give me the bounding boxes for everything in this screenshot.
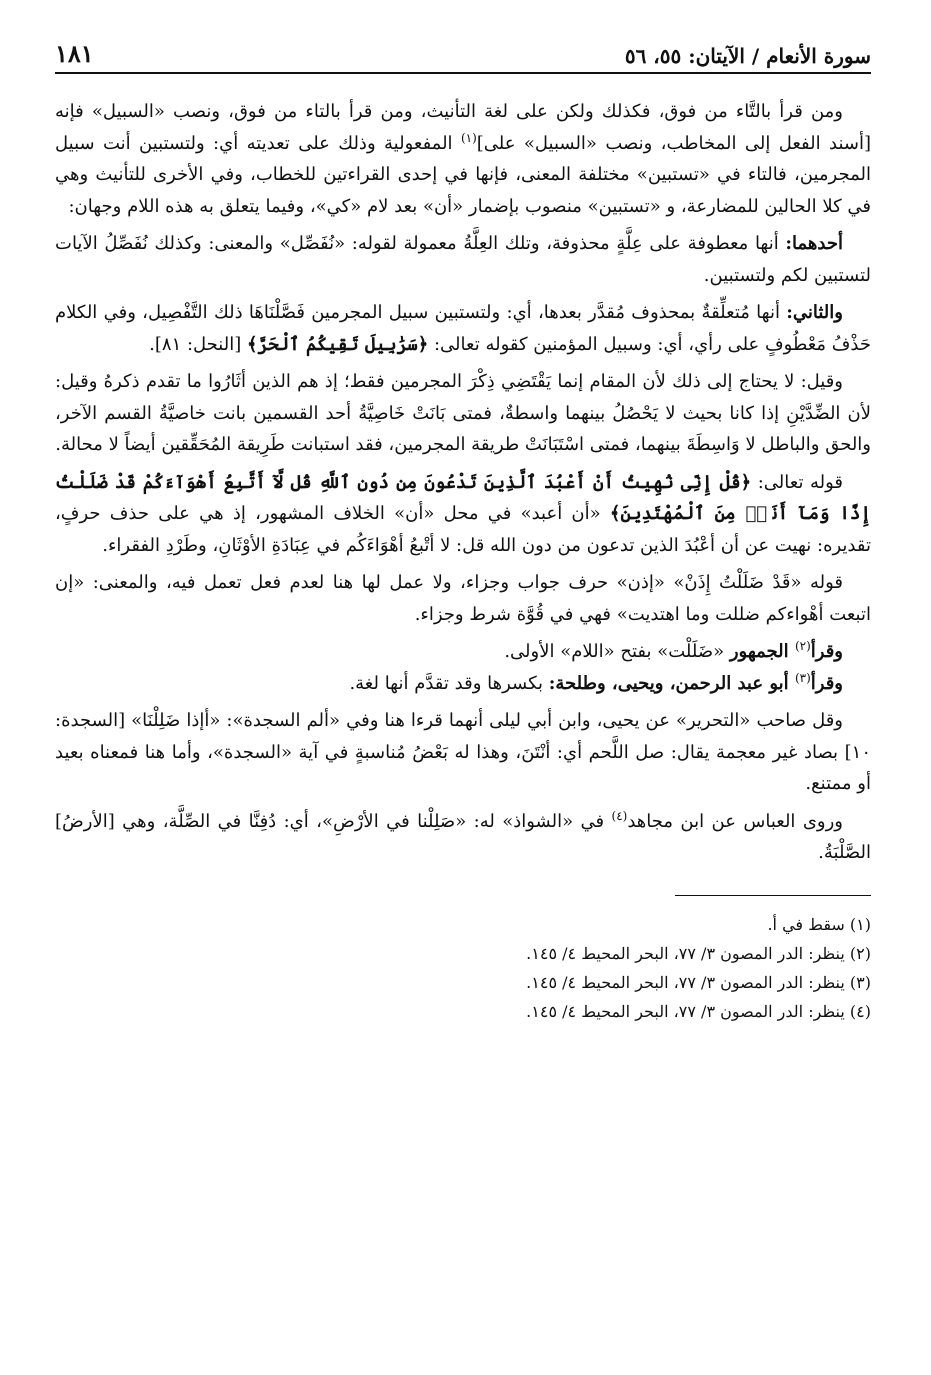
page-number: ١٨١ [55,39,94,68]
paragraph-text: في «الشواذ» له: «صَلِلْنا في الأرْضِ»، أي: دُفِنَّا في الصِّلَّة، وهي [الأرضُ] الصَّلْبَةُ. [55,810,871,863]
paragraph-text: أنها معطوفة على عِلَّةٍ محذوفة، وتلك العِلَّةُ معمولة لقوله: «نُفَصِّل» والمعنى: وكذلك نُفَصِّلُ الآيات لتستبين لكم ولتستبين. [55,233,871,286]
main-text [55,96,871,869]
paragraph-text: وقل صاحب «التحرير» عن يحيى، وابن أبي ليلى أنهما قرءا هنا وفي «ألم السجدة»: «أإذا ضَلِلْنَا» [السجدة: ١٠] بصاد غير معجمة يقال: صل اللَّحم أي: أنْتَنَ، وهذا له بَعْضُ مُناسبةٍ في آية «السجدة»، وأما هنا فمعناه بعيد أو ممتنع. [55,710,871,794]
paragraph-text: قوله «قَدْ ضَلَلْتُ إِذَنْ» «إذن» حرف جواب وجزاء، ولا عمل لها هنا لعدم فعل تعمل فيه، والمعنى: «إن اتبعت أهْواءكم ضللت وما اهتديت» فهي في قُوَّة شرط وجزاء. [55,572,871,625]
paragraph-text: «أن أعبد» في محل «أن» الخلاف المشهور، إذ هي على حذف حرفٍ، تقديره: نهيت عن أن أعْبُدَ الذين تدعون من دون الله قل: لا أتْبعُ أهْوَاءَكُم في عِبَادَةِ الأوْثَانِ، وطَرْدِ الفقراء. [55,503,871,556]
footnote-ref: (١) [460,130,477,145]
running-header [55,28,871,74]
quran-verse: ﴿سَرَٰبِيلَ تَقِيكُمُ ٱلْحَرَّ﴾ [246,333,429,355]
paragraph-text: وروى العباس عن ابن مجاهد [627,810,843,832]
paragraph-text: وقرأ [810,641,843,662]
footnote: (١) سقط في أ. [767,914,871,934]
paragraph-text: أنها مُتعلِّقةٌ بمحذوف مُقدَّر بعدها، أي: ولتستبين سبيل المجرمين فَصَّلْنَاهَا ذلك التَّفْصِيل، وفي الكلام حَذْفُ مَعْطُوفٍ على رأي، أي: وسبيل المؤمنين كقوله تعالى: [55,302,871,355]
book-page [55,28,871,1348]
bold-term: أبو عبد الرحمن، ويحيى، وطلحة: [548,672,795,694]
footnote-ref: (٤) [611,808,628,823]
footnote: (٤) ينظر: الدر المصون ٣/ ٧٧، البحر المحيط ٤/ ١٤٥. [526,1001,871,1021]
paragraph-8 [55,668,871,700]
paragraph-text: وقيل: لا يحتاج إلى ذلك لأن المقام إنما يَقْتَضِي ذِكْرَ المجرمين فقط؛ إذ هم الذين أثَارُوا ما تقدم ذكرهُ وقيل: لأن الضِّدَّيْنِ إذا كانا بحيث لا يَحْصُلُ بينهما واسطةٌ، فمتى بَانَتْ خَاصِيَّةُ أحد القسمين بانت خاصيَّةُ القسم الآخر، والحق والباطل لا وَاسِطَةَ بينهما، فمتى اسْتَبَانَتْ طريقة المجرمين، فقد استبانت طَرِيقة المُحَقِّقين أيضاً لا محالة. [55,371,871,455]
paragraph-3 [55,297,871,360]
footnote-ref: (٢) [794,639,811,653]
paragraph-4 [55,366,871,461]
footnote: (٣) ينظر: الدر المصون ٣/ ٧٧، البحر المحيط ٤/ ١٤٥. [526,972,871,992]
footnote-ref: (٣) [794,670,811,685]
bold-term: والثاني: [786,302,843,323]
paragraph-text: وقرأ [810,672,843,694]
paragraph-9 [55,705,871,800]
footnote: (٢) ينظر: الدر المصون ٣/ ٧٧، البحر المحيط ٤/ ١٤٥. [526,943,871,963]
paragraph-10 [55,806,871,869]
quran-verse: ﴿قُلْ إِنِّى نُهِيتُ أَنْ أَعْبُدَ ٱلَّذِينَ تَدْعُونَ مِن دُونِ ٱللَّهِ قُل لَّآ أَتَّبِعُ أَهْوَآءَكُمْ قَدْ ضَلَلْتُ إِذًا وَمَآ أَنَا۠ مِنَ ٱلْمُهْتَدِينَ﴾ [55,471,871,524]
paragraph-1 [55,96,871,222]
bold-term: أحدهما: [785,233,843,254]
paragraph-6 [55,567,871,630]
footnotes [55,910,871,1026]
paragraph-2 [55,228,871,291]
surah-title: سورة الأنعام / الآيتان: ٥٥، ٥٦ [624,44,871,68]
footnote-divider [675,895,871,896]
paragraph-text: ومن قرأ بالتَّاء من فوق، فكذلك ولكن على لغة التأنيث، ومن قرأ بالتاء من فوق، ونصب «السبيل» فإنه [أسند الفعل إلى المخاطب، ونصب «السبيل» على] [55,101,872,154]
paragraph-text: المفعولية وذلك على تعديته أي: ولتستبين أنت سبيل المجرمين، فالتاء في «تستبين» مختلفة المعنى، فإنها في إحدى القراءتين للخطاب، وفي الأخرى للتأنيث وهي في كلا الحالين للمضارعة، و «تستبين» منصوب بإضمار «أن» بعد لام «كي»، وفيما يتعلق به هذه اللام وجهان: [55,132,871,217]
paragraph-text: قوله تعالى: [751,471,843,493]
bold-term: الجمهور [729,641,795,662]
paragraph-7 [55,636,871,668]
paragraph-text: «ضَلَلْت» بفتح «اللام» الأولى. [504,641,730,662]
paragraph-text: [النحل: ٨١]. [149,333,247,355]
paragraph-5 [55,467,871,562]
paragraph-text: بكسرها وقد تقدَّم أنها لغة. [349,672,549,694]
